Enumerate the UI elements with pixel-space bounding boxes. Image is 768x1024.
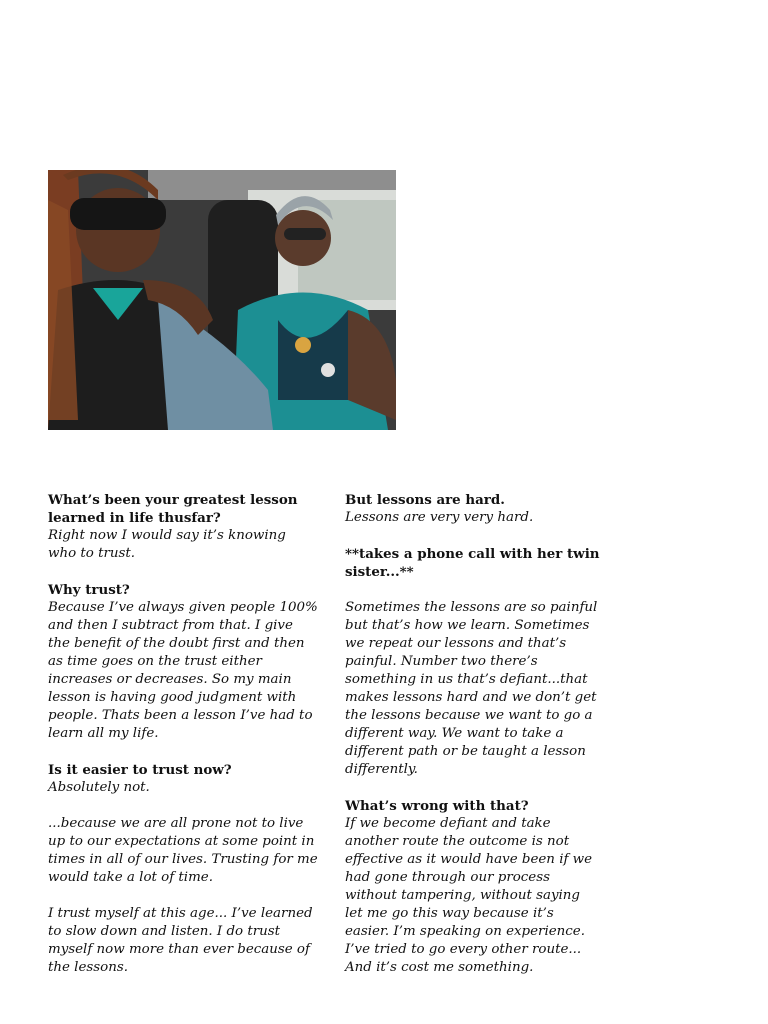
answer-text: ...because we are all prone not to live up to our expectations at some point in times in all of our lives. Trusting for me would take a lot of time. (48, 816, 318, 885)
qa-block-easier-to-trust (48, 761, 318, 797)
qa-block-greatest-lesson (48, 491, 318, 563)
answer-text: If we become defiant and take another route the outcome is not effective as it would have been if we had gone through our process without tampering, without saying let me go this way because it’s easier. I’m speaking on experience. I’ve tried to go every other route... And it’s cost me something. (345, 816, 593, 975)
answer-text: Sometimes the lessons are so painful but that’s how we learn. Sometimes we repeat our lessons and that’s painful. Number two there’s something in us that’s defiant...that makes lessons hard and we don’t get the lessons because we want to go a different way. We want to take a different path or be taught a lesson differently. (345, 600, 598, 777)
question-heading: Why trust? (48, 582, 130, 598)
question-heading: Is it easier to trust now? (48, 762, 232, 778)
answer-text: Absolutely not. (48, 780, 150, 795)
question-heading: **takes a phone call with her twin sister...** (345, 546, 600, 580)
question-heading: What’s been your greatest lesson learned in life thusfar? (48, 492, 298, 526)
stage-direction-phone-call (345, 545, 600, 581)
answer-text: Right now I would say it’s knowing who to trust. (48, 528, 286, 561)
question-heading: What’s wrong with that? (345, 798, 529, 814)
photo-two-women-in-car (48, 170, 396, 430)
qa-block-lessons-hard (345, 491, 600, 527)
right-column (345, 491, 600, 995)
answer-text: I trust myself at this age... I’ve learned to slow down and listen. I do trust myself now more than ever because of the lessons. (48, 906, 313, 975)
answer-text: Because I’ve always given people 100% and then I subtract from that. I give the benefit of the doubt first and then as time goes on the trust either increases or decreases. So my main lesson is having good judgment with people. Thats been a lesson I’ve had to learn all my life. (48, 600, 318, 741)
photo-icon (48, 170, 396, 430)
left-column (48, 491, 318, 995)
question-heading: But lessons are hard. (345, 492, 505, 508)
qa-block-why-trust (48, 581, 318, 743)
answer-text: Lessons are very very hard. (345, 510, 534, 525)
paragraph-trust-myself (48, 905, 318, 977)
paragraph-painful-lessons (345, 599, 600, 779)
paragraph-prone (48, 815, 318, 887)
qa-block-whats-wrong (345, 797, 600, 977)
